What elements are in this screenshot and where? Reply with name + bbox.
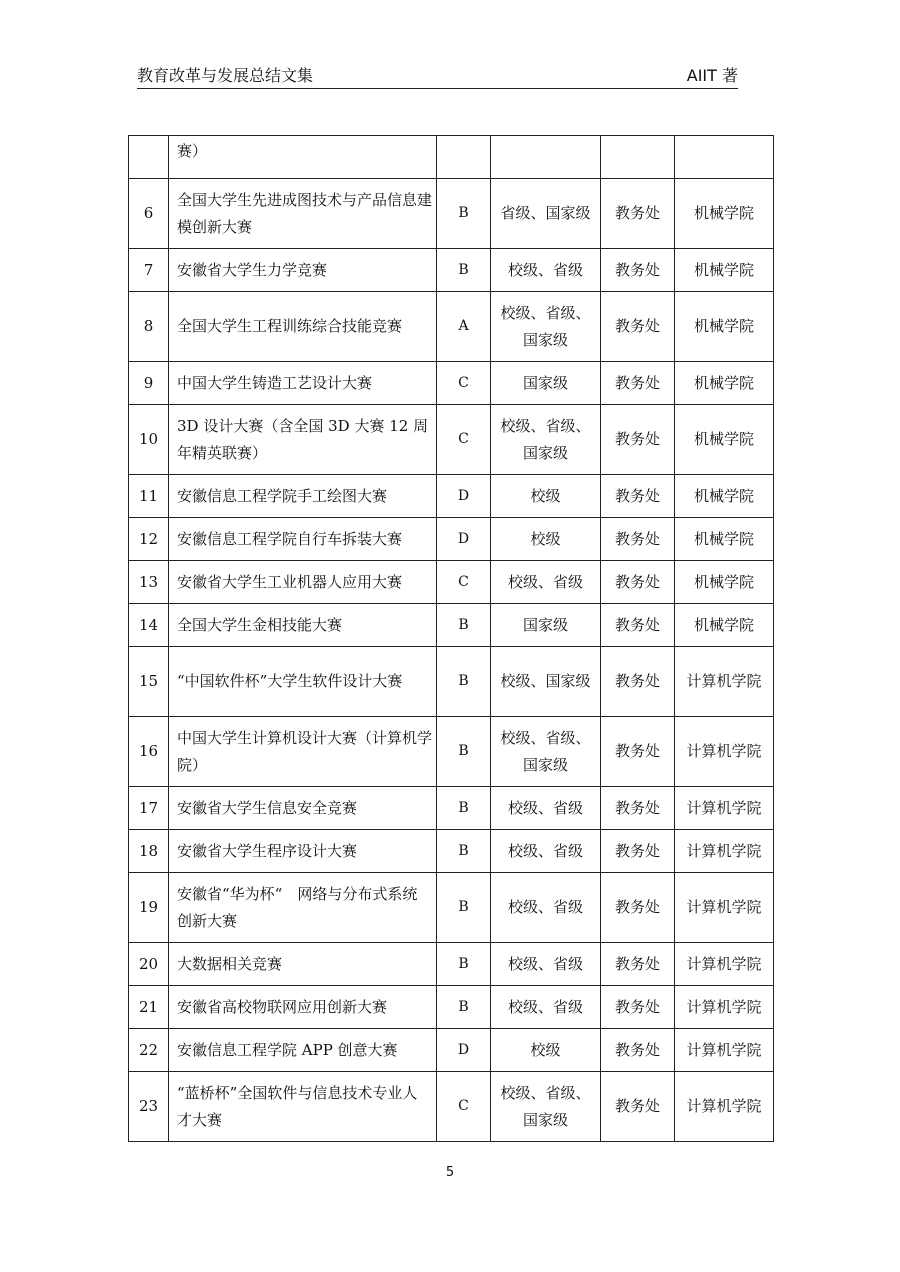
organizer: 教务处 (601, 518, 675, 561)
competition-level: 校级、省级 (491, 986, 601, 1029)
competition-level: 校级 (491, 1029, 601, 1072)
table-row (129, 136, 774, 179)
competition-level: 校级、省级、国家级 (491, 292, 601, 362)
competition-grade: B (437, 830, 491, 873)
table-row (129, 249, 774, 292)
organizer: 教务处 (601, 830, 675, 873)
competition-name: 赛） (169, 136, 437, 179)
row-number: 20 (129, 943, 169, 986)
competition-grade: B (437, 717, 491, 787)
competition-grade: B (437, 604, 491, 647)
row-number: 8 (129, 292, 169, 362)
row-number: 19 (129, 873, 169, 943)
competition-grade: C (437, 362, 491, 405)
row-number: 21 (129, 986, 169, 1029)
competition-grade: B (437, 943, 491, 986)
organizer: 教务处 (601, 249, 675, 292)
competition-name: 大数据相关竞赛 (169, 943, 437, 986)
row-number: 9 (129, 362, 169, 405)
competition-grade: C (437, 561, 491, 604)
page-number: 5 (445, 1165, 455, 1180)
competition-grade: B (437, 873, 491, 943)
department: 计算机学院 (675, 873, 774, 943)
competition-name: 安徽省“华为杯“ 网络与分布式系统创新大赛 (169, 873, 437, 943)
competition-grade: B (437, 647, 491, 717)
competition-level: 校级、省级 (491, 830, 601, 873)
department: 机械学院 (675, 518, 774, 561)
organizer: 教务处 (601, 561, 675, 604)
competition-name: 安徽信息工程学院自行车拆装大赛 (169, 518, 437, 561)
department: 机械学院 (675, 561, 774, 604)
department: 计算机学院 (675, 647, 774, 717)
table-row (129, 292, 774, 362)
competition-name: “中国软件杯”大学生软件设计大赛 (169, 647, 437, 717)
table-row (129, 647, 774, 717)
competition-name: 安徽省大学生程序设计大赛 (169, 830, 437, 873)
competition-grade: B (437, 249, 491, 292)
competition-level: 校级、省级 (491, 561, 601, 604)
competition-name: “蓝桥杯”全国软件与信息技术专业人才大赛 (169, 1072, 437, 1142)
row-number: 22 (129, 1029, 169, 1072)
competition-grade: B (437, 179, 491, 249)
department (675, 136, 774, 179)
row-number: 16 (129, 717, 169, 787)
department: 机械学院 (675, 249, 774, 292)
competition-level: 校级、省级 (491, 249, 601, 292)
organizer (601, 136, 675, 179)
competition-level: 校级、省级、国家级 (491, 405, 601, 475)
competition-level: 国家级 (491, 362, 601, 405)
competition-level: 校级、省级 (491, 943, 601, 986)
row-number: 23 (129, 1072, 169, 1142)
competition-name: 全国大学生工程训练综合技能竞赛 (169, 292, 437, 362)
competition-name: 安徽省大学生力学竞赛 (169, 249, 437, 292)
organizer: 教务处 (601, 179, 675, 249)
department: 机械学院 (675, 405, 774, 475)
department: 计算机学院 (675, 986, 774, 1029)
competition-grade: B (437, 787, 491, 830)
table-row (129, 362, 774, 405)
competition-level: 校级、省级、国家级 (491, 1072, 601, 1142)
competition-table (128, 135, 774, 1142)
competition-level: 校级、国家级 (491, 647, 601, 717)
row-number: 17 (129, 787, 169, 830)
organizer: 教务处 (601, 604, 675, 647)
department: 计算机学院 (675, 830, 774, 873)
organizer: 教务处 (601, 362, 675, 405)
table-row (129, 1029, 774, 1072)
table-row (129, 604, 774, 647)
table-row (129, 717, 774, 787)
competition-name: 安徽信息工程学院手工绘图大赛 (169, 475, 437, 518)
competition-name: 3D 设计大赛（含全国 3D 大赛 12 周年精英联赛） (169, 405, 437, 475)
row-number: 12 (129, 518, 169, 561)
competition-grade: D (437, 475, 491, 518)
organizer: 教务处 (601, 1072, 675, 1142)
organizer: 教务处 (601, 647, 675, 717)
competition-grade: D (437, 1029, 491, 1072)
table-row (129, 518, 774, 561)
table-row (129, 475, 774, 518)
organizer: 教务处 (601, 873, 675, 943)
table-row (129, 943, 774, 986)
competition-grade: C (437, 1072, 491, 1142)
department: 计算机学院 (675, 1029, 774, 1072)
department: 计算机学院 (675, 1072, 774, 1142)
competition-level: 校级、省级 (491, 873, 601, 943)
row-number: 6 (129, 179, 169, 249)
table-row (129, 986, 774, 1029)
department: 机械学院 (675, 475, 774, 518)
header-title: 教育改革与发展总结文集 (137, 66, 314, 85)
row-number: 7 (129, 249, 169, 292)
header-author: AIIT 著 (686, 66, 738, 85)
row-number: 15 (129, 647, 169, 717)
row-number: 14 (129, 604, 169, 647)
competition-level: 校级 (491, 475, 601, 518)
department: 计算机学院 (675, 943, 774, 986)
organizer: 教务处 (601, 717, 675, 787)
department: 机械学院 (675, 362, 774, 405)
organizer: 教务处 (601, 986, 675, 1029)
competition-level: 校级 (491, 518, 601, 561)
organizer: 教务处 (601, 475, 675, 518)
competition-name: 全国大学生先进成图技术与产品信息建模创新大赛 (169, 179, 437, 249)
competition-name: 安徽省大学生工业机器人应用大赛 (169, 561, 437, 604)
competition-level: 校级、省级 (491, 787, 601, 830)
competition-name: 全国大学生金相技能大赛 (169, 604, 437, 647)
table-row (129, 787, 774, 830)
competition-name: 中国大学生计算机设计大赛（计算机学院） (169, 717, 437, 787)
competition-name: 中国大学生铸造工艺设计大赛 (169, 362, 437, 405)
table-row (129, 405, 774, 475)
department: 机械学院 (675, 604, 774, 647)
organizer: 教务处 (601, 943, 675, 986)
competition-grade: A (437, 292, 491, 362)
department: 计算机学院 (675, 787, 774, 830)
organizer: 教务处 (601, 1029, 675, 1072)
competition-level: 国家级 (491, 604, 601, 647)
competition-name: 安徽信息工程学院 APP 创意大赛 (169, 1029, 437, 1072)
competition-grade (437, 136, 491, 179)
competition-grade: D (437, 518, 491, 561)
table-row (129, 179, 774, 249)
department: 机械学院 (675, 292, 774, 362)
organizer: 教务处 (601, 405, 675, 475)
competition-level: 校级、省级、国家级 (491, 717, 601, 787)
competition-name: 安徽省大学生信息安全竞赛 (169, 787, 437, 830)
competition-name: 安徽省高校物联网应用创新大赛 (169, 986, 437, 1029)
organizer: 教务处 (601, 292, 675, 362)
row-number: 18 (129, 830, 169, 873)
row-number: 10 (129, 405, 169, 475)
row-number (129, 136, 169, 179)
row-number: 13 (129, 561, 169, 604)
table-row (129, 561, 774, 604)
organizer: 教务处 (601, 787, 675, 830)
competition-level (491, 136, 601, 179)
table-row (129, 1072, 774, 1142)
competition-grade: C (437, 405, 491, 475)
competition-level: 省级、国家级 (491, 179, 601, 249)
competition-grade: B (437, 986, 491, 1029)
department: 计算机学院 (675, 717, 774, 787)
table-row (129, 873, 774, 943)
page-header (137, 66, 738, 89)
table-row (129, 830, 774, 873)
row-number: 11 (129, 475, 169, 518)
department: 机械学院 (675, 179, 774, 249)
